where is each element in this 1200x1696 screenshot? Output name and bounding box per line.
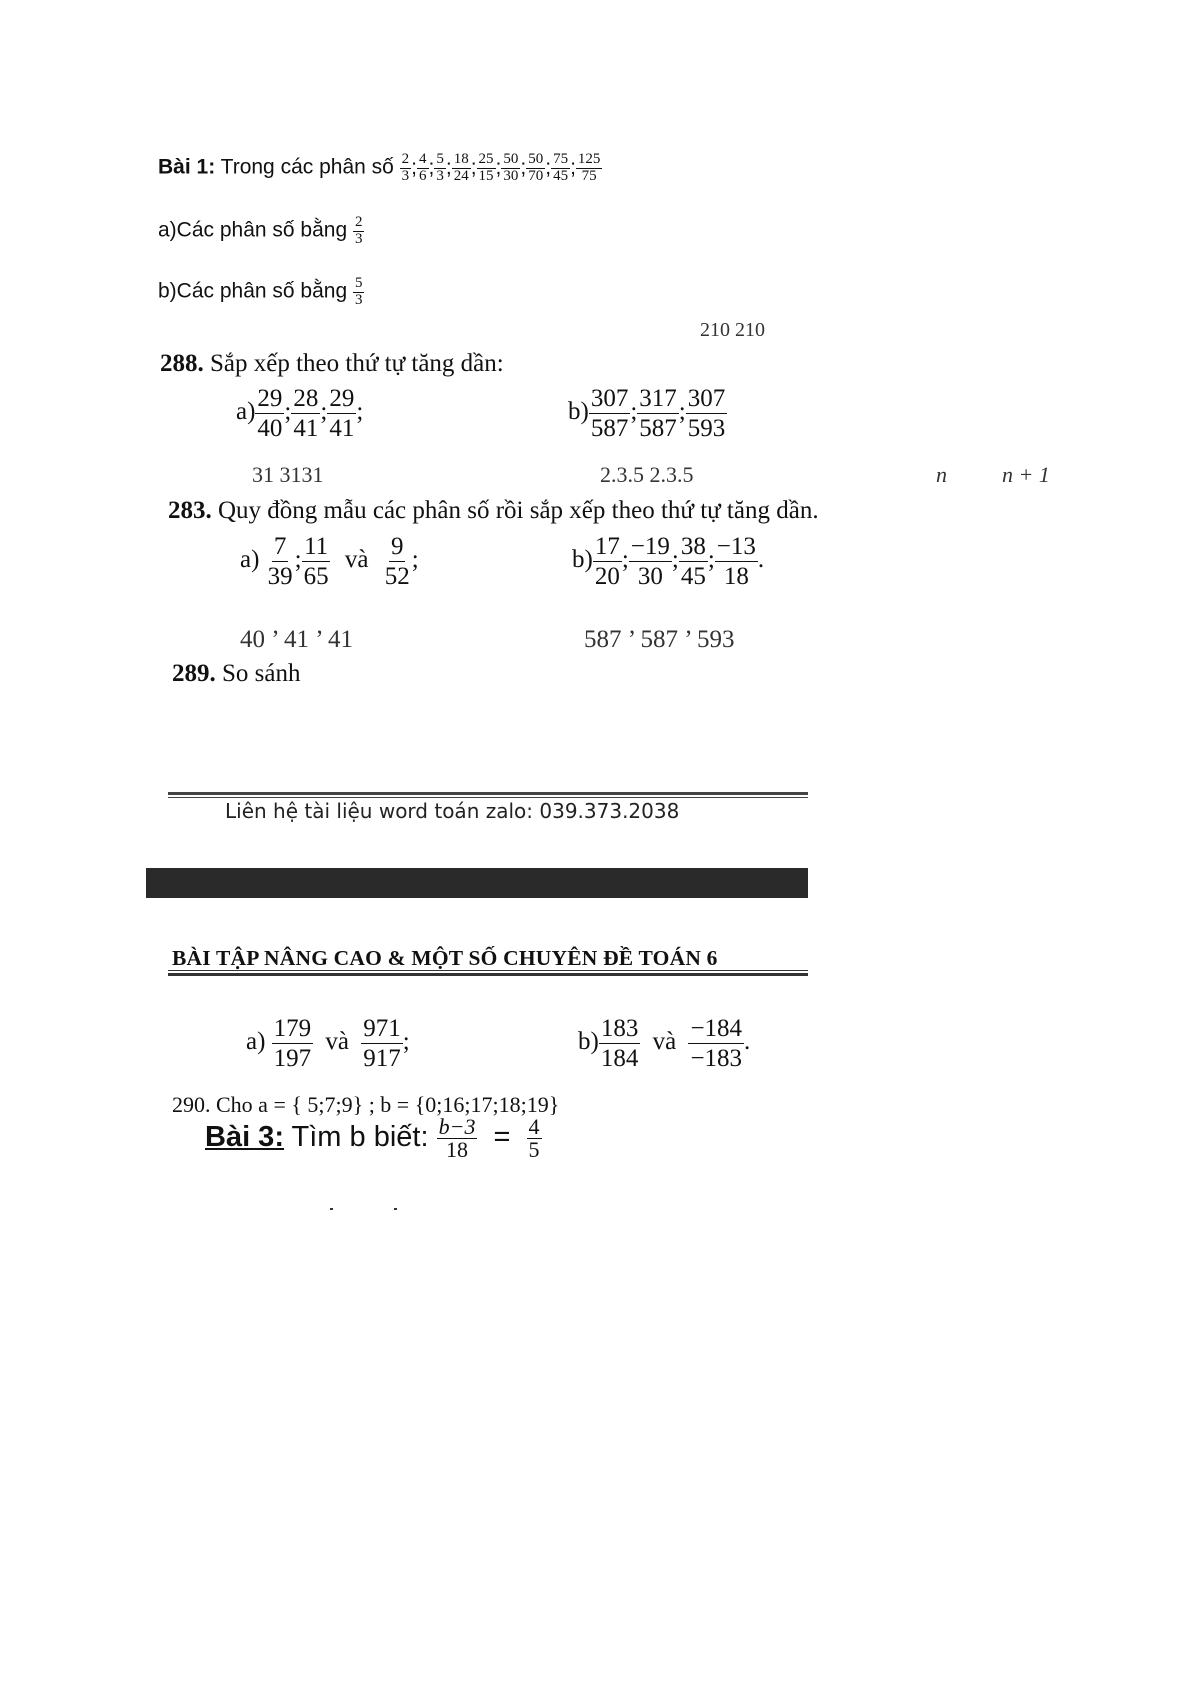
part-label: a): [240, 546, 260, 574]
problem-number: 283.: [168, 497, 212, 524]
header-rule: [168, 970, 808, 971]
part-label: b): [578, 1028, 599, 1056]
fraction: $\frac{4}{5}$: [528, 1114, 540, 1162]
document-header: BÀI TẬP NÂNG CAO & MỘT SỐ CHUYÊN ĐỀ TOÁN 6: [172, 946, 718, 970]
bai3-label: Bài 3:: [205, 1121, 284, 1154]
footer-contact: Liên hệ tài liệu word toán zalo: 039.373.2038: [225, 799, 680, 823]
fraction: $\frac{971}{917}$: [363, 1015, 401, 1072]
fraction: $\frac{29}{41}$: [329, 385, 355, 442]
part-label: a): [236, 398, 256, 426]
bai1-text: Trong các phân số: [220, 155, 394, 179]
fraction: $\frac{11}{65}$: [303, 533, 329, 590]
fraction: $\frac{179}{197}$: [273, 1015, 312, 1072]
fraction: $\frac{307}{593}$: [687, 385, 726, 442]
fraction: $\frac{75}{45}$: [553, 151, 569, 184]
bai1-a-line: [158, 215, 364, 247]
problem-283-heading: [168, 497, 819, 525]
cropped-fragment-top: 210 210: [700, 319, 765, 341]
problem-289-a: a) $\frac{179}{197}$ và $\frac{971}{917}$ ;: [246, 1015, 410, 1072]
bai3-text: Tìm b biết:: [291, 1121, 429, 1154]
problem-289-b: b) $\frac{183}{184}$ và $\frac{-184}{-183}$ .: [578, 1015, 751, 1072]
fraction-list: $\frac{29}{40}$ ; $\frac{28}{41}$ ; $\frac{29}{41}$ ;: [257, 385, 364, 442]
problem-title: Quy đồng mẫu các phân số rồi sắp xếp theo thứ tự tăng dần.: [218, 497, 819, 524]
bai1-fraction-list: $\frac{2}{3}$ ; $\frac{4}{6}$ ; $\frac{5}{3}$ ; $\frac{18}{24}$ ; $\frac{25}{15}$ ; $\frac{50}{30}$ ; $\frac{50}{70}$ ; $\frac{75}{45}$ ; $\frac{125}{75}$: [401, 151, 601, 184]
problem-283-b: b) $\frac{17}{20}$ ; $\frac{-19}{30}$ ; $\frac{38}{45}$ ; $\frac{-13}{18}$ .: [572, 533, 765, 590]
fraction: $\frac{50}{70}$: [528, 151, 544, 184]
fraction-list: $\frac{307}{587}$ ; $\frac{317}{587}$ ; $\frac{307}{593}$: [590, 385, 726, 442]
bai1-a-text: a)Các phân số bằng: [158, 218, 348, 242]
fraction: $\frac{25}{15}$: [478, 151, 494, 184]
bai1-b-line: [158, 276, 364, 308]
part-label: a): [246, 1028, 266, 1056]
conjunction: và: [652, 1028, 677, 1056]
fraction: $\frac{183}{184}$: [600, 1015, 639, 1072]
conjunction: và: [325, 1028, 350, 1056]
cropped-fragment-row-left: 40 ’ 41 ’ 41: [240, 626, 353, 653]
problem-283-a: a) $\frac{7}{39}$ ; $\frac{11}{65}$ và $\frac{9}{52}$ ;: [240, 533, 419, 590]
fraction: $\frac{29}{40}$: [257, 385, 283, 442]
stray-mark: [330, 1208, 333, 1210]
fraction: $\frac{b-3}{18}$: [438, 1114, 476, 1162]
fraction: $\frac{5}{3}$: [436, 151, 444, 184]
footer-rule-thin: [168, 797, 808, 798]
problem-288-b: [568, 386, 727, 441]
cropped-problem-290: 290. Cho a = { 5;7;9} ; b = {0;16;17;18;19}: [172, 1092, 560, 1117]
bai1-label: Bài 1:: [158, 155, 216, 179]
page-break-band: [146, 868, 808, 898]
bai1-line: [158, 152, 602, 184]
part-label: b): [572, 546, 593, 574]
fraction: $\frac{7}{39}$: [267, 533, 293, 590]
footer-rule: [168, 792, 808, 795]
fraction: $\frac{38}{45}$: [680, 533, 706, 590]
part-label: b): [568, 398, 589, 426]
problem-number: 288.: [160, 350, 204, 377]
fraction: $\frac{18}{24}$: [453, 151, 469, 184]
cropped-fragment-row-right: 587 ’ 587 ’ 593: [584, 626, 735, 653]
fraction: $\frac{-19}{30}$: [630, 533, 670, 590]
problem-289-heading: [172, 660, 300, 688]
fraction: $\frac{5}{3}$: [354, 275, 363, 308]
header-rule-thick: [168, 973, 808, 976]
conjunction: và: [344, 546, 369, 574]
cropped-fragment-mid: 31 3131 2.3.5 2.3.5 n n + 1: [252, 462, 1050, 487]
problem-288-heading: [160, 350, 504, 378]
fraction: $\frac{317}{587}$: [639, 385, 677, 442]
fraction: $\frac{-184}{-183}$: [690, 1015, 743, 1072]
problem-288-a: [236, 386, 363, 441]
fraction: $\frac{-13}{18}$: [716, 533, 756, 590]
problem-title: So sánh: [222, 660, 301, 687]
fraction: $\frac{17}{20}$: [594, 533, 620, 590]
bai1-b-text: b)Các phân số bằng: [158, 279, 348, 303]
fraction-list: $\frac{17}{20}$ ; $\frac{-19}{30}$ ; $\frac{38}{45}$ ; $\frac{-13}{18}$: [594, 533, 756, 590]
fraction: $\frac{28}{41}$: [293, 385, 319, 442]
fraction: $\frac{2}{3}$: [354, 214, 363, 247]
bai3-line: Bài 3: Tìm b biết: $\frac{b-3}{18}$ = $\frac{4}{5}$: [205, 1114, 540, 1162]
fraction: $\frac{125}{75}$: [577, 151, 601, 184]
problem-number: 289.: [172, 660, 216, 687]
stray-mark: [394, 1208, 397, 1210]
fraction: $\frac{2}{3}$: [401, 151, 410, 184]
problem-title: Sắp xếp theo thứ tự tăng dần:: [210, 350, 504, 377]
fraction: $\frac{307}{587}$: [590, 385, 629, 442]
fraction: $\frac{50}{30}$: [503, 151, 519, 184]
fraction: $\frac{4}{6}$: [419, 151, 427, 184]
fraction: $\frac{9}{52}$: [384, 533, 410, 590]
